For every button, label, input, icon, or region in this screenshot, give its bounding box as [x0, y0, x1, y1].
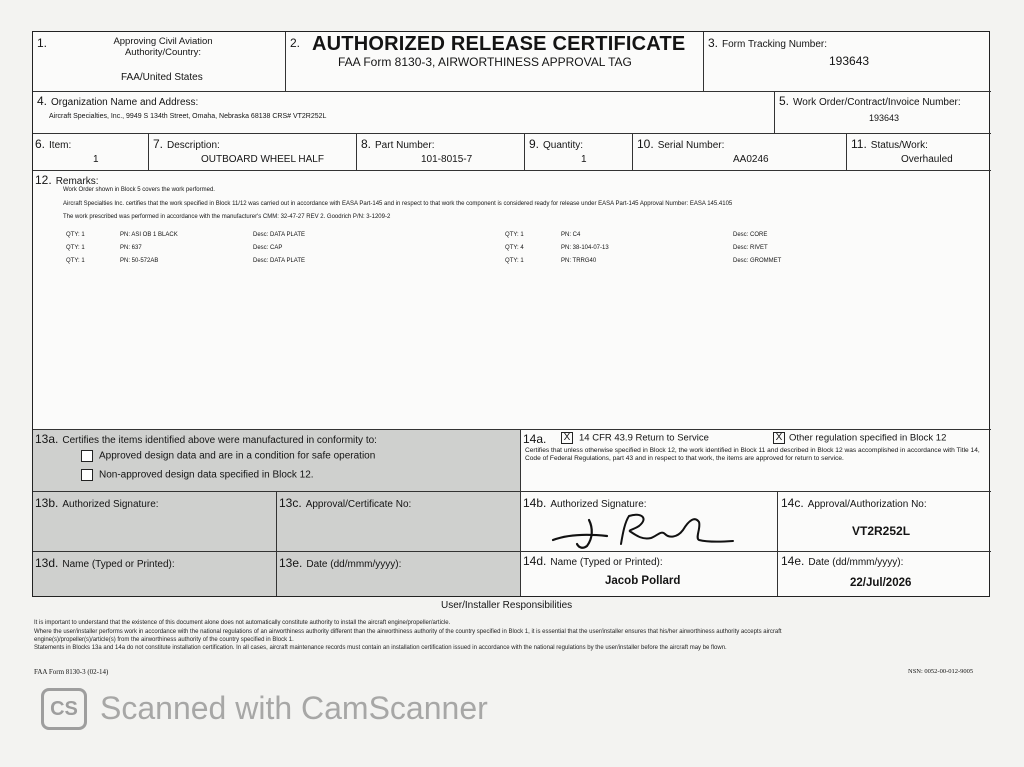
block-5-label: Work Order/Contract/Invoice Number:	[793, 97, 961, 108]
block-8-num: 8.	[361, 137, 372, 151]
serial-number-value: AA0246	[733, 154, 769, 165]
part-qty: QTY: 4	[505, 245, 524, 251]
block-13a-num: 13a.	[35, 432, 59, 446]
part-desc: Desc: GROMMET	[733, 258, 782, 264]
responsibilities-heading: User/Installer Responsibilities	[441, 600, 573, 611]
block-9-label: Quantity:	[543, 140, 584, 151]
block-13b-label: Authorized Signature:	[62, 499, 159, 510]
block-14c-label: Approval/Authorization No:	[807, 499, 927, 510]
block-14a-statement: Certifies that unless otherwise specified in Block 12, the work identified in Block 11 and described in Block 12 was accomplished in accordance with Title 14, Code of Federal Regulations, part 43 and in respect to that work, the items are approved for return to service.	[525, 447, 980, 462]
block-3	[704, 32, 991, 92]
block-14e-label: Date (dd/mmm/yyyy):	[808, 557, 904, 568]
block-13c-num: 13c.	[279, 496, 302, 510]
block-8	[357, 134, 525, 171]
description-value: OUTBOARD WHEEL HALF	[201, 154, 324, 165]
block-6-num: 6.	[35, 137, 46, 151]
block-14d	[521, 552, 778, 596]
block-9-num: 9.	[529, 137, 540, 151]
block-14b-num: 14b.	[523, 496, 547, 510]
organization-address: Aircraft Specialties, Inc., 9949 S 134th Street, Omaha, Nebraska 68138 CRS# VT2R252L	[49, 113, 327, 120]
block-1-num: 1.	[37, 36, 48, 50]
part-pn: PN: C4	[561, 232, 581, 238]
block-6	[33, 134, 149, 171]
part-pn: PN: 637	[120, 245, 142, 251]
part-qty: QTY: 1	[66, 232, 85, 238]
part-pn: PN: ASI OB 1 BLACK	[120, 232, 178, 238]
other-regulation-label: Other regulation specified in Block 12	[789, 432, 947, 444]
item-value: 1	[93, 154, 99, 165]
block-7-num: 7.	[153, 137, 164, 151]
part-qty: QTY: 1	[66, 258, 85, 264]
part-desc: Desc: RIVET	[733, 245, 768, 251]
block-14a-num: 14a.	[523, 432, 547, 446]
remarks-line-1: Work Order shown in Block 5 covers the work performed.	[63, 187, 215, 193]
camscanner-watermark: Scanned with CamScanner	[100, 690, 488, 726]
block-10	[633, 134, 847, 171]
part-number-value: 101-8015-7	[421, 154, 473, 165]
approved-design-label: Approved design data and are in a condition for safe operation	[99, 450, 376, 462]
block-13a	[33, 430, 521, 492]
block-14e	[778, 552, 991, 596]
block-13c	[277, 492, 521, 552]
non-approved-design-option[interactable]	[81, 469, 314, 481]
part-desc: Desc: CAP	[253, 245, 283, 251]
block-2-num: 2.	[290, 36, 301, 50]
block-13d-label: Name (Typed or Printed):	[62, 559, 175, 570]
block-7	[149, 134, 357, 171]
block-13a-label: Certifies the items identified above were manufactured in conformity to:	[62, 435, 377, 446]
approved-design-option[interactable]	[81, 450, 375, 462]
block-14c-num: 14c.	[781, 496, 804, 510]
block-14d-num: 14d.	[523, 554, 547, 568]
block-14b	[521, 492, 778, 552]
nsn-number: NSN: 0052-00-012-9005	[908, 668, 974, 675]
block-13e-num: 13e.	[279, 556, 303, 570]
block-5	[775, 92, 991, 134]
return-to-service-option[interactable]	[561, 432, 709, 444]
status-work-value: Overhauled	[901, 154, 953, 165]
part-pn: PN: 50-572AB	[120, 258, 159, 264]
block-10-label: Serial Number:	[657, 140, 725, 151]
other-regulation-option[interactable]	[773, 432, 946, 444]
form-title: AUTHORIZED RELEASE CERTIFICATE	[312, 33, 686, 55]
block-5-num: 5.	[779, 94, 790, 108]
block-14b-label: Authorized Signature:	[550, 499, 647, 510]
block-11-label: Status/Work:	[870, 140, 928, 151]
part-pn: PN: 38-104-07-13	[561, 245, 609, 251]
part-pn: PN: TRRG40	[561, 258, 597, 264]
remarks-line-2: Aircraft Specialties Inc. certifies that the work specified in Block 11/12 was carried out in accordance with EASA Part-145 and in respect to that work the component is considered ready for release under EASA Part-145 Approval Number: EASA 145.4105	[63, 201, 733, 207]
block-12	[33, 171, 991, 430]
block-13c-label: Approval/Certificate No:	[305, 499, 412, 510]
block-14a	[521, 430, 991, 492]
block-1-value: FAA/United States	[121, 72, 203, 83]
return-to-service-checkbox[interactable]: X	[561, 432, 573, 444]
block-13b	[33, 492, 277, 552]
block-13e	[277, 552, 521, 596]
block-13b-num: 13b.	[35, 496, 59, 510]
block-9	[525, 134, 633, 171]
block-12-num: 12.	[35, 173, 52, 187]
part-qty: QTY: 1	[505, 258, 524, 264]
block-1	[33, 32, 286, 92]
block-13d-num: 13d.	[35, 556, 59, 570]
block-8-label: Part Number:	[375, 140, 435, 151]
block-14c	[778, 492, 991, 552]
block-10-num: 10.	[637, 137, 654, 151]
block-13d	[33, 552, 277, 596]
block-11	[847, 134, 991, 171]
part-qty: QTY: 1	[66, 245, 85, 251]
footer-line-3: engine(s)/propeller(s)/article(s) from the airworthiness authority of the country specified in Block 1.	[34, 637, 294, 643]
block-2	[286, 32, 704, 92]
block-14e-num: 14e.	[781, 554, 805, 568]
work-order-number: 193643	[869, 113, 900, 123]
certificate-form	[32, 31, 990, 597]
release-date: 22/Jul/2026	[850, 577, 912, 589]
block-4-label: Organization Name and Address:	[51, 97, 199, 108]
block-13e-label: Date (dd/mmm/yyyy):	[306, 559, 402, 570]
part-desc: Desc: CORE	[733, 232, 768, 238]
non-approved-design-label: Non-approved design data specified in Block 12.	[99, 469, 314, 481]
return-to-service-label: 14 CFR 43.9 Return to Service	[579, 432, 709, 444]
approved-design-checkbox[interactable]	[81, 450, 93, 462]
block-3-label: Form Tracking Number:	[722, 39, 828, 50]
camscanner-logo: CS	[41, 688, 87, 730]
form-identifier: FAA Form 8130-3 (02-14)	[34, 668, 109, 676]
block-6-label: Item:	[49, 140, 72, 151]
block-3-num: 3.	[708, 36, 719, 50]
block-11-num: 11.	[851, 137, 867, 151]
footer-line-1: It is important to understand that the existence of this document alone does not automatically constitute authority to install the aircraft engine/propeller/article.	[34, 620, 451, 626]
footer-line-4: Statements in Blocks 13a and 14a do not constitute installation certification. In all cases, aircraft maintenance records must contain an installation certification issued in accordance with the national regulations by the user/installer before the aircraft may be flown.	[34, 645, 727, 651]
approval-authorization-number: VT2R252L	[852, 524, 911, 538]
authorized-signature	[549, 508, 739, 550]
form-tracking-number: 193643	[829, 54, 870, 68]
part-row	[66, 231, 85, 239]
block-12-label: Remarks:	[55, 176, 99, 187]
remarks-line-3: The work prescribed was performed in accordance with the manufacturer's CMM: 32-47-27 REV 2. Goodrich P/N: 3-1209-2	[63, 214, 391, 220]
printed-name: Jacob Pollard	[605, 575, 681, 587]
footer-line-2: Where the user/installer performs work in accordance with the national regulations of an airworthiness authority different than the airworthiness authority of the country specified in Block 1, it is essential that the user/installer ensures that his/her airworthiness authority accepts aircraft	[34, 629, 782, 635]
quantity-value: 1	[581, 154, 587, 165]
part-desc: Desc: DATA PLATE	[253, 258, 306, 264]
block-4-num: 4.	[37, 94, 48, 108]
block-4	[33, 92, 775, 134]
block-7-label: Description:	[167, 140, 220, 151]
part-qty: QTY: 1	[505, 232, 524, 238]
non-approved-design-checkbox[interactable]	[81, 469, 93, 481]
part-desc: Desc: DATA PLATE	[253, 232, 306, 238]
other-regulation-checkbox[interactable]: X	[773, 432, 785, 444]
block-1-label: Approving Civil Aviation Authority/Country:	[113, 36, 213, 58]
block-14d-label: Name (Typed or Printed):	[550, 557, 663, 568]
form-subtitle: FAA Form 8130-3, AIRWORTHINESS APPROVAL TAG	[338, 55, 632, 69]
